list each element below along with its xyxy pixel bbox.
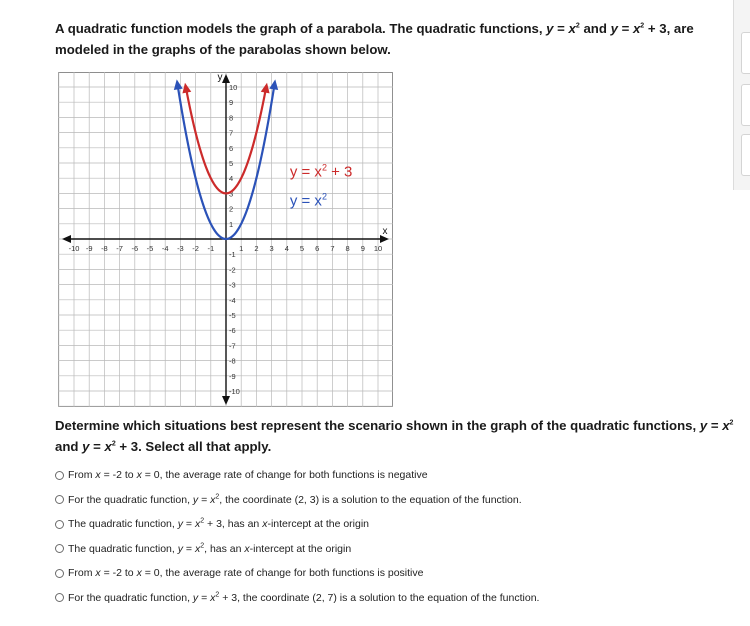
- radio-option-1[interactable]: [55, 471, 64, 480]
- option-2[interactable]: [55, 488, 539, 513]
- y-tick-label: 2: [229, 204, 234, 214]
- x-tick-label: -3: [177, 244, 184, 253]
- x-tick-label: -10: [68, 244, 80, 253]
- x-tick-label: -1: [207, 244, 215, 253]
- x-tick-label: -5: [146, 244, 154, 253]
- y-tick-label: -9: [229, 371, 236, 381]
- x-tick-label: -9: [85, 244, 93, 253]
- x-tick-label: 1: [239, 244, 244, 253]
- y-tick-label: -10: [229, 387, 240, 396]
- y-tick-label: -4: [229, 295, 236, 305]
- radio-option-2[interactable]: [55, 495, 64, 504]
- y-tick-label: -2: [229, 265, 236, 275]
- question-text: Determine which situations best represent the scenario shown in the graph of the quadratic functions, $y = x^2$ and $y = x^2 + 3$. Select all that apply.: [55, 418, 734, 454]
- x-tick-label: 2: [254, 244, 259, 253]
- option-4-label: The quadratic function, $y = x^2$, has an x-intercept at the origin: [68, 542, 352, 555]
- y-tick-label: 9: [229, 98, 234, 108]
- x-tick-label: -4: [161, 244, 169, 253]
- series-label: $y = x^2$: [289, 191, 327, 210]
- radio-option-3[interactable]: [55, 520, 64, 529]
- x-tick-label: 5: [299, 244, 305, 253]
- x-tick-label: 9: [360, 244, 365, 253]
- side-tab-2[interactable]: [741, 84, 750, 126]
- option-5[interactable]: [55, 561, 539, 586]
- x-axis-label: x: [382, 226, 388, 237]
- option-1-label: From x = -2 to x = 0, the average rate of change for both functions is negative: [68, 469, 428, 482]
- y-tick-label: -6: [229, 326, 236, 336]
- x-tick-label: 10: [373, 244, 383, 253]
- y-tick-label: -7: [229, 341, 236, 351]
- series-label: $y = x^2 + 3$: [289, 162, 353, 181]
- y-tick-label: -8: [229, 356, 236, 366]
- coordinate-plane: [58, 72, 393, 407]
- option-2-label: For the quadratic function, $y = x^2$, the coordinate (2, 3) is a solution to the equation of the function.: [68, 493, 522, 506]
- option-3-label: The quadratic function, $y = x^2 + 3$, has an x-intercept at the origin: [68, 517, 370, 531]
- radio-option-6[interactable]: [55, 593, 64, 602]
- x-tick-label: 7: [330, 244, 335, 253]
- y-tick-label: -5: [229, 311, 236, 320]
- option-3[interactable]: [55, 512, 539, 537]
- answer-options: [55, 463, 539, 610]
- y-tick-label: 1: [229, 219, 234, 229]
- option-6[interactable]: [55, 586, 539, 611]
- option-1[interactable]: [55, 463, 539, 488]
- option-6-label: For the quadratic function, $y = x^2 + 3$, the coordinate (2, 7) is a solution to the equation of the function.: [68, 591, 540, 604]
- x-tick-label: 6: [315, 244, 320, 253]
- y-tick-label: 8: [229, 113, 234, 123]
- x-tick-label: -8: [101, 244, 108, 253]
- option-5-label: From x = -2 to x = 0, the average rate of change for both functions is positive: [68, 567, 424, 580]
- y-axis-label: y: [217, 72, 223, 83]
- x-tick-label: 8: [345, 244, 350, 253]
- y-tick-label: 7: [229, 128, 234, 138]
- parabola-graph: [58, 72, 393, 407]
- side-tab-1[interactable]: [741, 32, 750, 74]
- x-tick-label: 3: [269, 244, 274, 253]
- radio-option-4[interactable]: [55, 544, 64, 553]
- x-tick-label: -2: [192, 244, 199, 253]
- x-tick-label: 4: [284, 244, 289, 253]
- intro-text: A quadratic function models the graph of a parabola. The quadratic functions, $y = x^2$ and $y = x^2 + 3$, are modeled in the graphs of the parabolas shown below.: [55, 21, 694, 57]
- y-tick-label: 6: [229, 143, 234, 153]
- x-tick-label: -6: [131, 244, 139, 253]
- y-tick-label: -3: [229, 280, 236, 290]
- side-tab-3[interactable]: [741, 134, 750, 176]
- x-tick-label: -7: [116, 244, 123, 253]
- option-4[interactable]: [55, 537, 539, 562]
- y-tick-label: 10: [229, 83, 238, 92]
- radio-option-5[interactable]: [55, 569, 64, 578]
- y-tick-label: -1: [229, 250, 236, 260]
- y-tick-label: 5: [229, 159, 234, 168]
- y-tick-label: 3: [229, 189, 234, 199]
- y-tick-label: 4: [229, 174, 234, 184]
